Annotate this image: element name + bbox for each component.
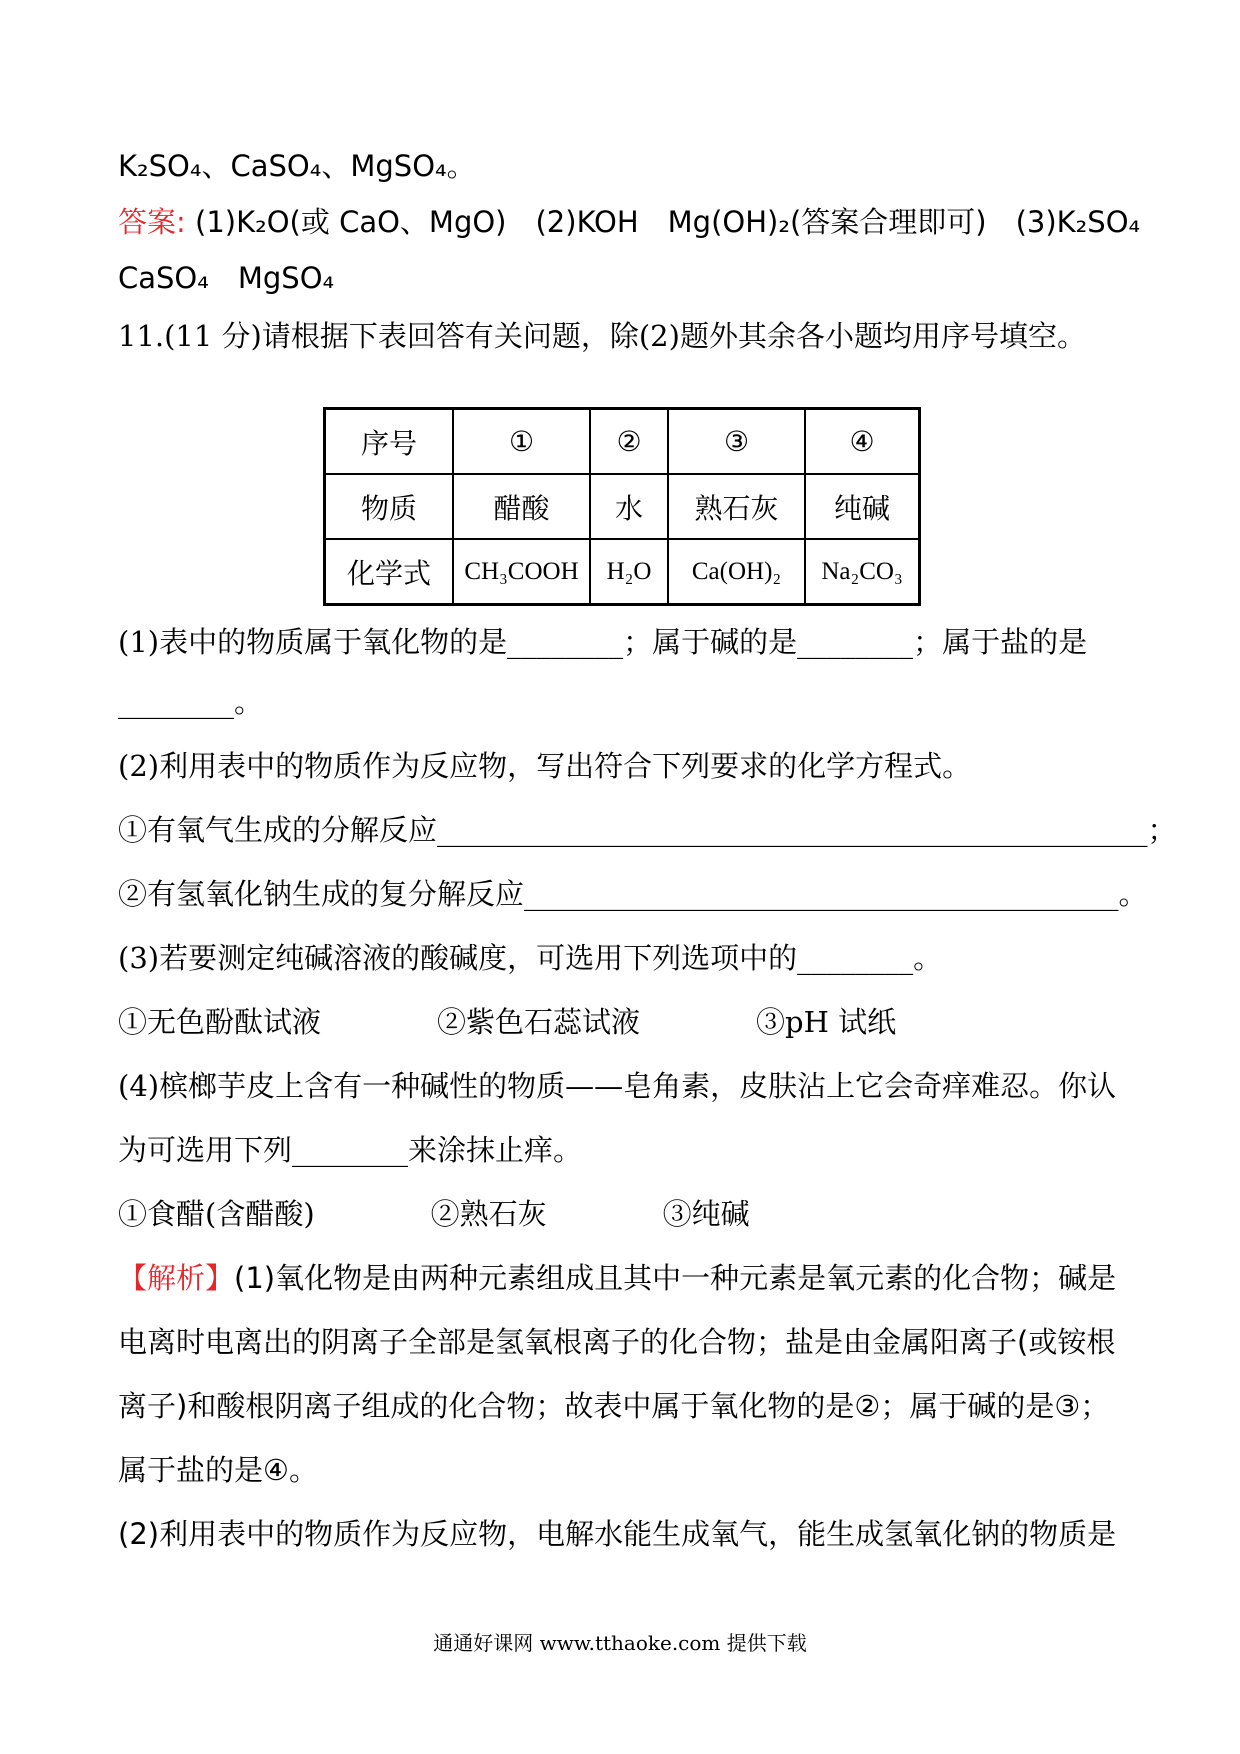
question-2-item-2: ②有氢氧化钠生成的复分解反应_________________________________________。 <box>118 877 1148 911</box>
table-cell: 水 <box>590 474 668 539</box>
table-cell: 物质 <box>325 474 454 539</box>
explanation-line-3: 离子)和酸根阴离子组成的化合物；故表中属于氧化物的是②；属于碱的是③； <box>118 1389 1110 1423</box>
table-cell: H₂O <box>590 539 668 605</box>
table-cell: ③ <box>668 409 805 475</box>
table-cell: ④ <box>805 409 920 475</box>
table-cell: 序号 <box>325 409 454 475</box>
question-2: (2)利用表中的物质作为反应物，写出符合下列要求的化学方程式。 <box>118 749 972 783</box>
table-row <box>325 539 920 605</box>
table-cell: Ca(OH)₂ <box>668 539 805 605</box>
explanation-line-5: (2)利用表中的物质作为反应物，电解水能生成氧气，能生成氢氧化钠的物质是 <box>118 1517 1117 1551</box>
explanation-line-2: 电离时电离出的阴离子全部是氢氧根离子的化合物；盐是由金属阳离子(或铵根 <box>118 1325 1116 1359</box>
explanation-label: 【解析】 <box>118 1261 235 1295</box>
table-cell: 纯碱 <box>805 474 920 539</box>
explanation-line-4: 属于盐的是④。 <box>118 1453 318 1487</box>
answer-line <box>118 202 1140 242</box>
question-3: (3)若要测定纯碱溶液的酸碱度，可选用下列选项中的________。 <box>118 941 943 975</box>
table-cell: ① <box>453 409 590 475</box>
substance-table <box>323 407 921 606</box>
question-11-heading: 11.(11 分)请根据下表回答有关问题，除(2)题外其余各小题均用序号填空。 <box>118 319 1086 353</box>
table-cell: Na₂CO₃ <box>805 539 920 605</box>
question-4-options: ①食醋(含醋酸) ②熟石灰 ③纯碱 <box>118 1197 750 1231</box>
page-footer: 通通好课网 www.tthaoke.com 提供下载 <box>433 1631 807 1655</box>
explanation-line-1 <box>118 1258 1116 1298</box>
table-cell: CH₃COOH <box>453 539 590 605</box>
answer-continuation-line: K₂SO₄、CaSO₄、MgSO₄。 <box>118 149 476 183</box>
question-1-line-b: ________。 <box>118 685 264 719</box>
table-row <box>325 409 920 475</box>
question-4-line-b: 为可选用下列________来涂抹止痒。 <box>118 1133 583 1167</box>
table-cell: 熟石灰 <box>668 474 805 539</box>
question-2-item-1: ①有氧气生成的分解反应_________________________________________________； <box>118 813 1177 847</box>
answer-text: (1)K₂O(或 CaO、MgO) (2)KOH Mg(OH)₂(答案合理即可) (3)K₂SO₄ <box>185 205 1141 239</box>
question-3-options: ①无色酚酞试液 ②紫色石蕊试液 ③pH 试纸 <box>118 1005 897 1039</box>
question-4-line-a: (4)槟榔芋皮上含有一种碱性的物质——皂角素，皮肤沾上它会奇痒难忍。你认 <box>118 1069 1117 1103</box>
table-cell: ② <box>590 409 668 475</box>
answer-line-2: CaSO₄ MgSO₄ <box>118 261 335 295</box>
answer-label: 答案: <box>118 205 186 239</box>
table-row <box>325 474 920 539</box>
explanation-text: (1)氧化物是由两种元素组成且其中一种元素是氧元素的化合物；碱是 <box>234 1261 1117 1295</box>
question-1-line-a: (1)表中的物质属于氧化物的是________；属于碱的是________；属于盐的是 <box>118 625 1088 659</box>
table-cell: 化学式 <box>325 539 454 605</box>
table-cell: 醋酸 <box>453 474 590 539</box>
